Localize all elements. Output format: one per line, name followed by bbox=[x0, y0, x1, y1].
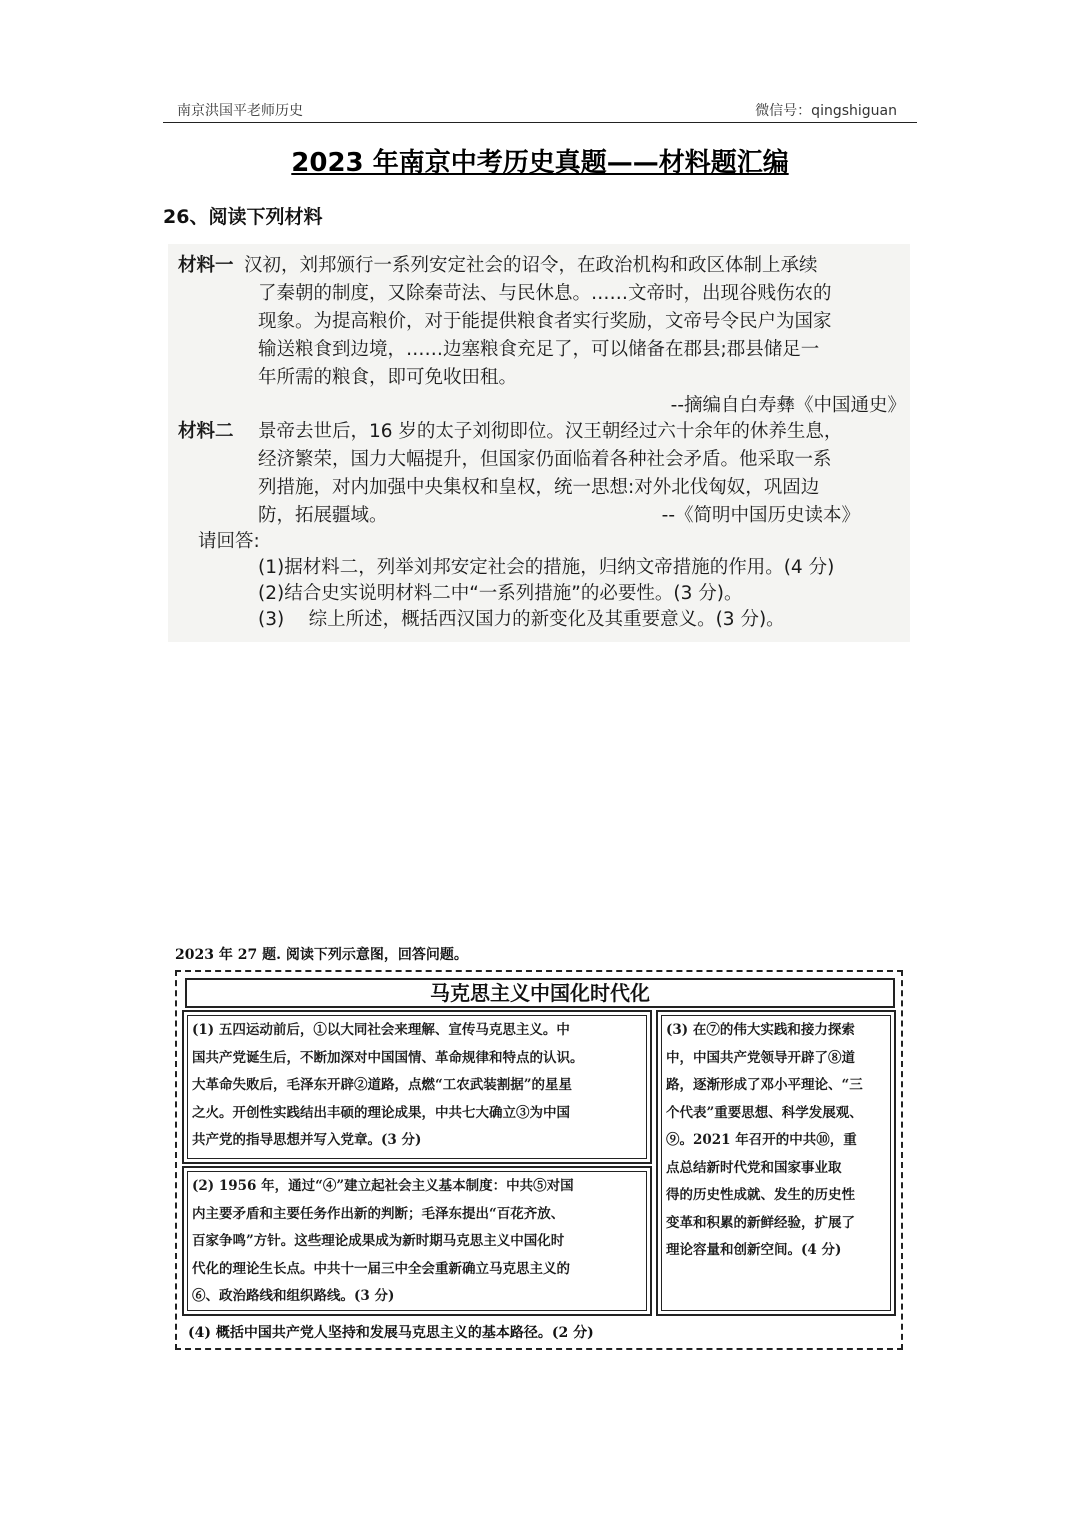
header-left-text: 南京洪国平老师历史 bbox=[177, 103, 303, 119]
box-2-line: 百家争鸣”方针。这些理论成果成为新时期马克思主义中国化时 bbox=[192, 1233, 565, 1249]
box-2-line: ⑥、政治路线和组织路线。(3 分) bbox=[192, 1288, 395, 1304]
box-2-line: 内主要矛盾和主要任务作出新的判断；毛泽东提出“百花齐放、 bbox=[192, 1205, 565, 1222]
sub-question: (3) 综上所述，概括西汉国力的新变化及其重要意义。(3 分)。 bbox=[258, 609, 785, 630]
box-3-line: 个代表”重要思想、科学发展观、 bbox=[666, 1104, 863, 1121]
box-1-line: 大革命失败后，毛泽东开辟②道路，点燃“工农武装割据”的星星 bbox=[192, 1077, 573, 1093]
answer-prompt: 请回答: bbox=[198, 531, 260, 552]
document-title: 2023 年南京中考历史真题——材料题汇编 bbox=[291, 148, 789, 178]
material-2-line: 列措施，对内加强中央集权和皇权，统一思想:对外北伐匈奴，巩固边 bbox=[258, 477, 820, 498]
question-26-scan bbox=[168, 244, 910, 642]
box-3-line: ⑨。2021 年召开的中共⑩，重 bbox=[666, 1132, 857, 1148]
box-3-line: 得的历史性成就、发生的历史性 bbox=[666, 1187, 855, 1203]
box-3-line: 路，逐渐形成了邓小平理论、“三 bbox=[666, 1077, 863, 1093]
question-27-label: 2023 年 27 题. 阅读下列示意图，回答问题。 bbox=[175, 947, 468, 963]
box-2-line: 代化的理论生长点。中共十一届三中全会重新确立马克思主义的 bbox=[192, 1260, 570, 1277]
box-3-line: 理论容量和创新空间。(4 分) bbox=[666, 1242, 842, 1258]
header-right-text: 微信号：qingshiguan bbox=[755, 103, 897, 119]
box-3-line: 变革和积累的新鲜经验，扩展了 bbox=[666, 1214, 855, 1231]
material-1-line: 输送粮食到边境，……边塞粮食充足了，可以储备在郡县;郡县储足一 bbox=[258, 339, 820, 360]
material-2-line: 景帝去世后，16 岁的太子刘彻即位。汉王朝经过六十余年的休养生息， bbox=[258, 421, 843, 442]
material-2-line: 防，拓展疆域。 bbox=[258, 505, 388, 526]
material-1-line: 现象。为提高粮价，对于能提供粮食者实行奖励，文帝号令民户为国家 bbox=[258, 311, 832, 332]
material-1-line: 年所需的粮食，即可免收田租。 bbox=[258, 367, 518, 388]
box-2-line: (2) 1956 年，通过“④”建立起社会主义基本制度：中共⑤对国 bbox=[192, 1178, 574, 1194]
diagram-box-1 bbox=[182, 1010, 652, 1164]
diagram-title: 马克思主义中国化时代化 bbox=[185, 978, 895, 1008]
diagram-box-3 bbox=[656, 1010, 896, 1316]
diagram-box-2 bbox=[182, 1166, 652, 1316]
box-3-line: 中，中国共产党领导开辟了⑧道 bbox=[666, 1049, 855, 1066]
box-1-line: 之火。开创性实践结出丰硕的理论成果，中共七大确立③为中国 bbox=[192, 1104, 570, 1121]
question-26-heading: 26、阅读下列材料 bbox=[163, 206, 323, 228]
box-3-line: 点总结新时代党和国家事业取 bbox=[666, 1159, 842, 1176]
material-1-line: 了秦朝的制度，又除秦苛法、与民休息。……文帝时，出现谷贱伤农的 bbox=[258, 283, 832, 304]
box-3-line: (3) 在⑦的伟大实践和接力探索 bbox=[666, 1022, 855, 1038]
box-1-line: 共产党的指导思想并写入党章。(3 分) bbox=[192, 1132, 422, 1148]
box-1-line: (1) 五四运动前后，①以大同社会来理解、宣传马克思主义。中 bbox=[192, 1022, 570, 1038]
material-1-line: 汉初，刘邦颁行一系列安定社会的诏令，在政治机构和政区体制上承续 bbox=[244, 255, 818, 276]
sub-question: (1)据材料二，列举刘邦安定社会的措施，归纳文帝措施的作用。(4 分) bbox=[258, 557, 835, 578]
material-2-source: --《简明中国历史读本》 bbox=[661, 505, 860, 526]
material-1-label: 材料一 bbox=[178, 255, 234, 276]
material-1-source: --摘编自白寿彝《中国通史》 bbox=[670, 395, 906, 416]
sub-question: (2)结合史实说明材料二中“一系列措施”的必要性。(3 分)。 bbox=[258, 583, 743, 604]
box-1-line: 国共产党诞生后，不断加深对中国国情、革命规律和特点的认识。 bbox=[192, 1049, 584, 1066]
material-2-label: 材料二 bbox=[178, 421, 234, 442]
page-header bbox=[163, 98, 917, 123]
material-2-line: 经济繁荣，国力大幅提升，但国家仍面临着各种社会矛盾。他采取一系 bbox=[258, 449, 832, 470]
question-27-part-4: (4) 概括中国共产党人坚持和发展马克思主义的基本路径。(2 分) bbox=[188, 1325, 594, 1341]
